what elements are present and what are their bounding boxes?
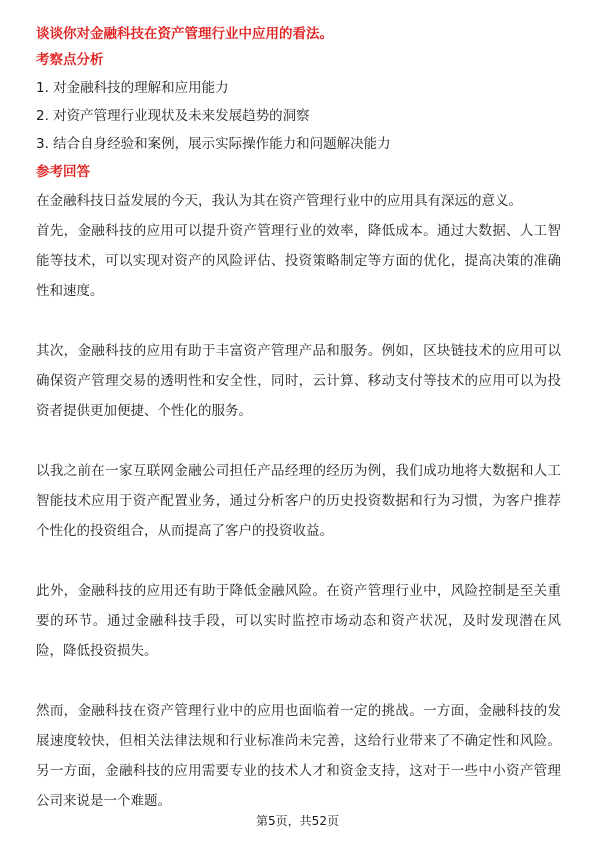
document-page [36, 24, 561, 846]
question-title: 谈谈你对金融科技在资产管理行业中应用的看法。 [36, 26, 333, 42]
answer-paragraph: 首先，金融科技的应用可以提升资产管理行业的效率，降低成本。通过大数据、人工智能等技术，可以实现对资产的风险评估、投资策略制定等方面的优化，提高决策的准确性和速度。 [36, 223, 561, 299]
page-number-footer: 第5页，共52页 [256, 814, 339, 828]
answer-paragraph: 以我之前在一家互联网金融公司担任产品经理的经历为例，我们成功地将大数据和人工智能技术应用于资产配置业务，通过分析客户的历史投资数据和行为习惯，为客户推荐个性化的投资组合，从而提高了客户的投资收益。 [36, 463, 561, 539]
answer-body [36, 186, 561, 816]
analysis-point: 2. 对资产管理行业现状及未来发展趋势的洞察 [36, 108, 310, 124]
analysis-point: 3. 结合自身经验和案例，展示实际操作能力和问题解决能力 [36, 136, 391, 152]
answer-paragraph: 然而，金融科技在资产管理行业中的应用也面临着一定的挑战。一方面，金融科技的发展速度较快，但相关法律法规和行业标准尚未完善，这给行业带来了不确定性和风险。另一方面，金融科技的应用需要专业的技术人才和资金支持，这对于一些中小资产管理公司来说是一个难题。 [36, 703, 561, 809]
answer-heading: 参考回答 [36, 164, 90, 180]
answer-paragraph: 在金融科技日益发展的今天，我认为其在资产管理行业中的应用具有深远的意义。 [36, 193, 522, 209]
analysis-heading: 考察点分析 [36, 52, 104, 68]
answer-paragraph: 此外，金融科技的应用还有助于降低金融风险。在资产管理行业中，风险控制是至关重要的环节。通过金融科技手段，可以实时监控市场动态和资产状况，及时发现潜在风险，降低投资损失。 [36, 583, 561, 659]
analysis-point: 1. 对金融科技的理解和应用能力 [36, 80, 229, 96]
analysis-point-list [36, 74, 561, 158]
answer-paragraph: 其次，金融科技的应用有助于丰富资产管理产品和服务。例如，区块链技术的应用可以确保资产管理交易的透明性和安全性，同时，云计算、移动支付等技术的应用可以为投资者提供更加便捷、个性化的服务。 [36, 343, 561, 419]
